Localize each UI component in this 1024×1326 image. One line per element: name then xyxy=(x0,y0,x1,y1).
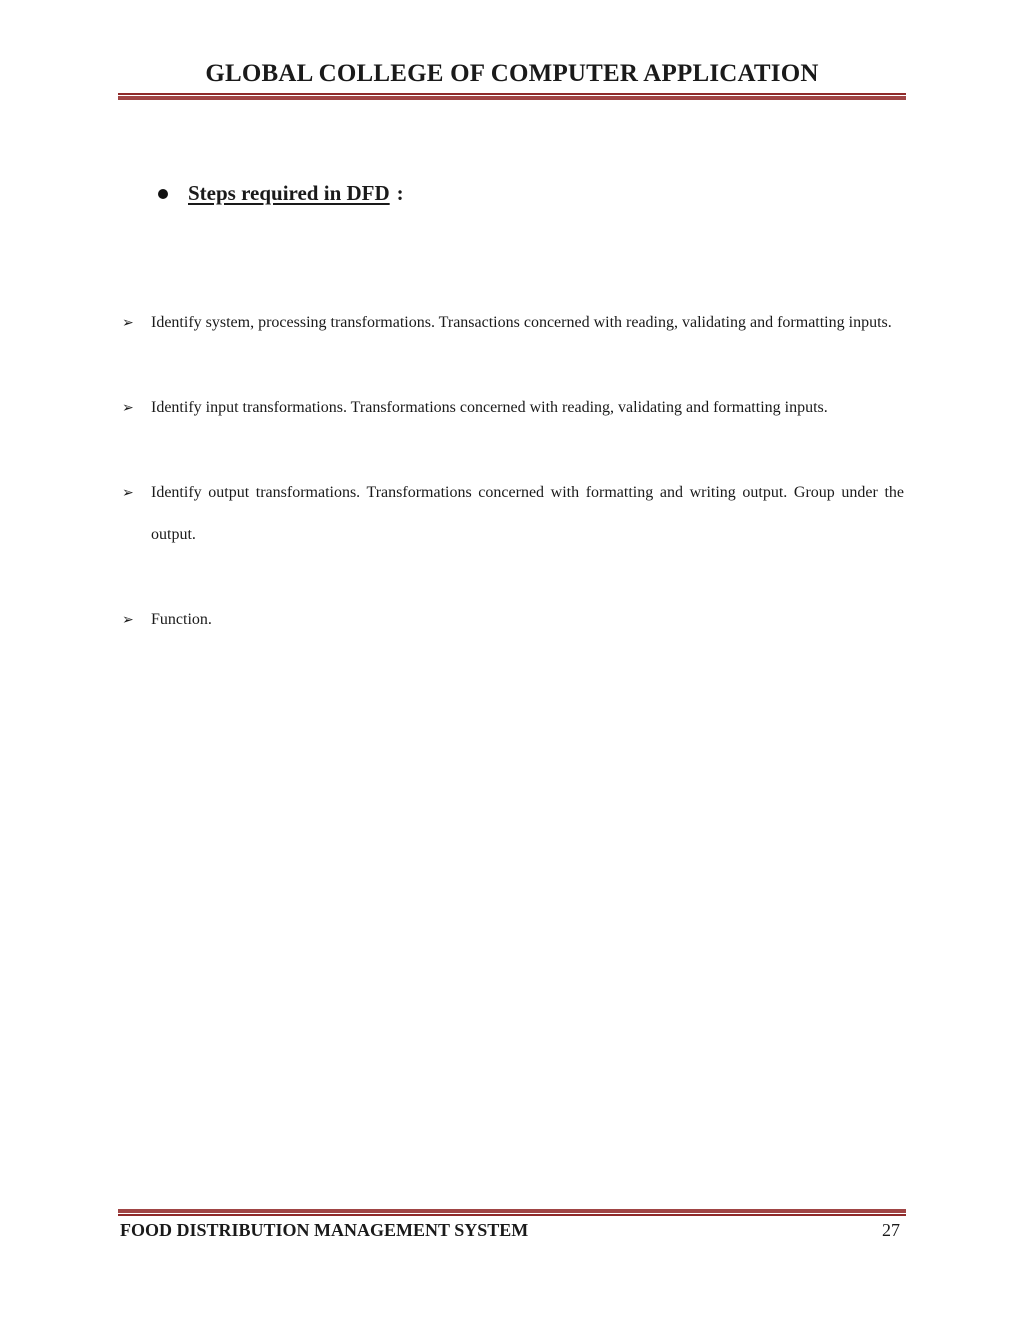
section-heading-text: Steps required in DFD xyxy=(188,181,390,205)
page-number: 27 xyxy=(882,1220,900,1240)
list-item xyxy=(120,302,904,344)
footer-title: FOOD DISTRIBUTION MANAGEMENT SYSTEM xyxy=(120,1220,529,1240)
page-header-title: GLOBAL COLLEGE OF COMPUTER APPLICATION xyxy=(205,60,819,87)
arrow-bullet-icon: ➢ xyxy=(122,485,134,501)
list-item-text: Identify output transformations. Transformations concerned with formatting and writing output. Group under the output. xyxy=(151,484,904,543)
list-item xyxy=(120,599,904,641)
header-divider xyxy=(118,93,906,100)
arrow-bullet-icon: ➢ xyxy=(122,612,134,628)
section-heading-colon: : xyxy=(396,181,404,205)
steps-list xyxy=(120,302,904,684)
list-item xyxy=(120,472,904,556)
list-item-text: Identify input transformations. Transformations concerned with reading, validating and formatting inputs. xyxy=(151,399,828,416)
list-item-text: Function. xyxy=(151,611,212,628)
list-item xyxy=(120,387,904,429)
bullet-dot-icon xyxy=(158,189,168,199)
footer-divider xyxy=(118,1209,906,1216)
arrow-bullet-icon: ➢ xyxy=(122,400,134,416)
list-item-text: Identify system, processing transformations. Transactions concerned with reading, validating and formatting inputs. xyxy=(151,314,892,331)
section-heading xyxy=(158,181,404,206)
arrow-bullet-icon: ➢ xyxy=(122,315,134,331)
